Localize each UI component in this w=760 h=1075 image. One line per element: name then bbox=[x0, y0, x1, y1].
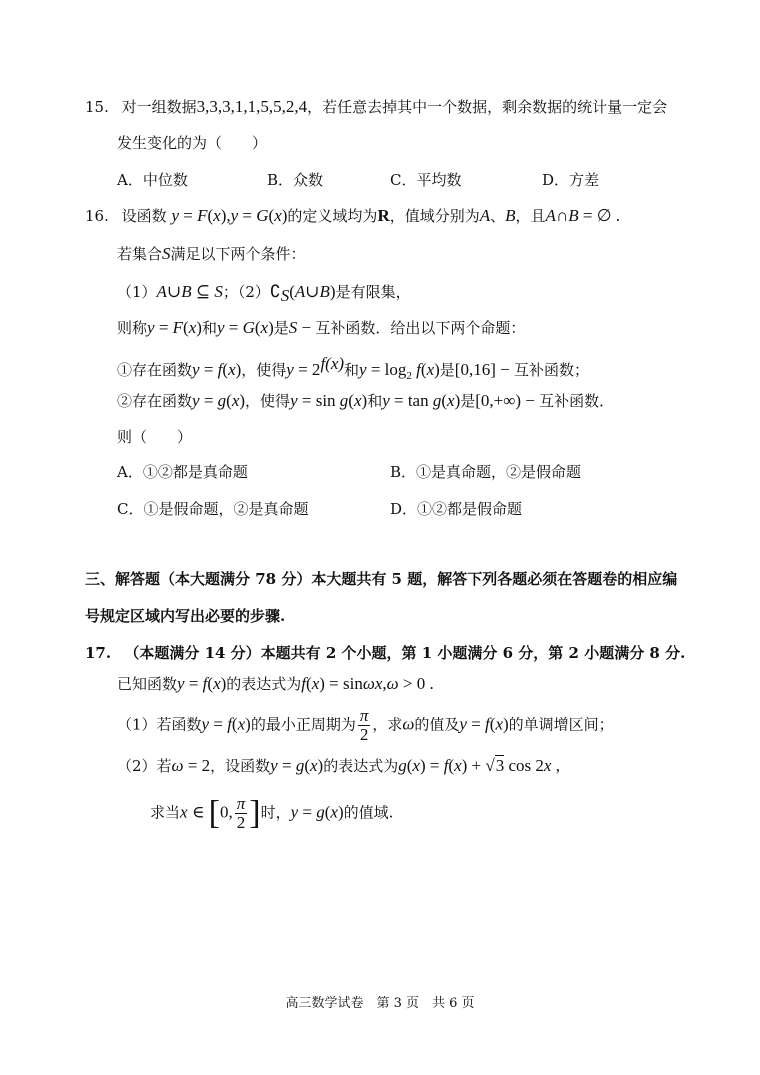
q16-option-d: D．①②都是假命题 bbox=[390, 500, 523, 518]
q17-text: 已知函数 bbox=[117, 675, 178, 693]
q17-text: 求当 bbox=[150, 803, 181, 822]
q16-text: 是 bbox=[439, 361, 455, 379]
q16-text: ，且 bbox=[515, 207, 546, 225]
q15-text: 对一组数据 bbox=[121, 98, 197, 116]
q16-text: ，值域分别为 bbox=[389, 207, 480, 225]
q16-text: ；（2） bbox=[222, 283, 270, 301]
q16-text: 是 bbox=[273, 319, 289, 337]
section3-heading-line2: 号规定区域内写出必要的步骤. bbox=[85, 607, 286, 625]
q17-sub2: （2）若ω = 2，设函数y = g(x)的表达式为g(x) = f(x) + √3 cos 2x , bbox=[117, 756, 560, 775]
q16-option-b: B．①是真命题，②是假命题 bbox=[390, 463, 582, 481]
q16-text: 设函数 bbox=[121, 207, 167, 225]
q16-text: 和 bbox=[344, 361, 360, 379]
q17-text: 的表达式为 bbox=[226, 675, 302, 693]
q15-line1 bbox=[85, 97, 667, 117]
q15-option-a: A．中位数 bbox=[117, 171, 188, 189]
q15-option-c: C．平均数 bbox=[390, 171, 462, 189]
q17-text: （2）若 bbox=[117, 757, 172, 775]
q16-text: 若集合 bbox=[117, 245, 163, 263]
section3-heading-line1: 三、解答题（本大题满分 78 分）本大题共有 5 题，解答下列各题必须在答题卷的相应编 bbox=[85, 570, 678, 588]
q17-header-text: （本题满分 14 分）本题共有 2 个小题，第 1 小题满分 6 分，第 2 小题满分 8 分. bbox=[124, 644, 686, 662]
q15-option-b: B．众数 bbox=[267, 171, 324, 189]
q17-text: （1）若函数 bbox=[117, 715, 202, 734]
pi-over-2: $\frac{\pi}{2}$ bbox=[359, 706, 369, 744]
q16-prop1: ①存在函数y = f(x)，使得$y = 2^{f(x)}$和$y = \log_2 f(x)$是[0,16] − 互补函数； bbox=[117, 354, 589, 382]
q16-text: 满足以下两个条件： bbox=[170, 245, 306, 263]
q17-text: 的最小正周期为 bbox=[250, 715, 356, 734]
q16-text: ①存在函数 bbox=[117, 361, 193, 379]
q16-then: 则称y = F(x)和y = G(x)是S − 互补函数．给出以下两个命题： bbox=[117, 318, 526, 337]
q17-text: 的值及 bbox=[414, 715, 460, 734]
q15-option-d: D．方差 bbox=[542, 171, 600, 189]
q16-text: 互补函数； bbox=[513, 361, 589, 379]
q16-conditions: （1）A∪B ⊆ S；$(2)∁_S(A\cup B)$是有限集， bbox=[117, 282, 411, 305]
q16-ze: 则（ ） bbox=[117, 428, 193, 446]
q16-text: 和 bbox=[367, 392, 383, 410]
q17-text: 的表达式为 bbox=[323, 757, 399, 775]
q16-text: ②存在函数 bbox=[117, 392, 193, 410]
q16-text: 则称 bbox=[117, 319, 148, 337]
q16-option-c: C．①是假命题，②是真命题 bbox=[117, 500, 309, 518]
q17-sub2-line2: 求当x ∈ [0, $\frac{\pi}{2}$ ]时，y = g(x)的值域. bbox=[150, 794, 394, 832]
q16-line2: 若集合S满足以下两个条件： bbox=[117, 244, 306, 263]
q16-text: （1） bbox=[117, 283, 157, 301]
q16-text: 互补函数．给出以下两个命题： bbox=[315, 319, 526, 337]
q17-text: 的值域. bbox=[343, 803, 394, 822]
q17-text: ，求 bbox=[372, 715, 403, 734]
q16-text: 和 bbox=[201, 319, 217, 337]
q17-header bbox=[85, 644, 685, 662]
q17-sub1: （1）若函数y = f(x)的最小正周期为 $\frac{\pi}{2}$ ，求ω的值及y = f(x)的单调增区间； bbox=[117, 706, 614, 744]
q16-text: ，使得 bbox=[245, 392, 291, 410]
q16-number: 16. bbox=[85, 207, 109, 225]
q16-option-a: A．①②都是真命题 bbox=[117, 463, 248, 481]
q17-number: 17. bbox=[85, 644, 112, 662]
q17-text: ，设函数 bbox=[210, 757, 271, 775]
q16-text: 互补函数． bbox=[539, 392, 615, 410]
page-footer: 高三数学试卷 第 3 页 共 6 页 bbox=[285, 996, 475, 1011]
pi-over-2-interval: $\frac{\pi}{2}$ bbox=[236, 794, 246, 832]
q16-text: 的定义域均为 bbox=[287, 207, 378, 225]
q16-text: 是有限集， bbox=[335, 283, 411, 301]
q15-line2: 发生变化的为（ ） bbox=[117, 134, 268, 152]
q17-text: 时， bbox=[260, 803, 291, 822]
q16-prop2: ②存在函数y = g(x)，使得y = sin g(x)和y = tan g(x)是[0,+∞) − 互补函数． bbox=[117, 391, 615, 410]
q15-number: 15. bbox=[85, 98, 109, 116]
q16-text: ，使得 bbox=[241, 361, 287, 379]
q17-given: 已知函数y = f(x)的表达式为f(x) = sinωx,ω > 0 . bbox=[117, 674, 434, 693]
q15-text-after: ，若任意去掉其中一个数据，剩余数据的统计量一定会 bbox=[307, 98, 668, 116]
q16-line1: 16. 设函数 y = F(x),y = G(x)的定义域均为R，值域分别为A、B，且A∩B = ∅ . bbox=[85, 206, 621, 225]
q17-text: 的单调增区间； bbox=[508, 715, 614, 734]
q15-data: 3,3,3,1,1,5,5,2,4 bbox=[196, 97, 308, 116]
q16-text: 是 bbox=[460, 392, 476, 410]
